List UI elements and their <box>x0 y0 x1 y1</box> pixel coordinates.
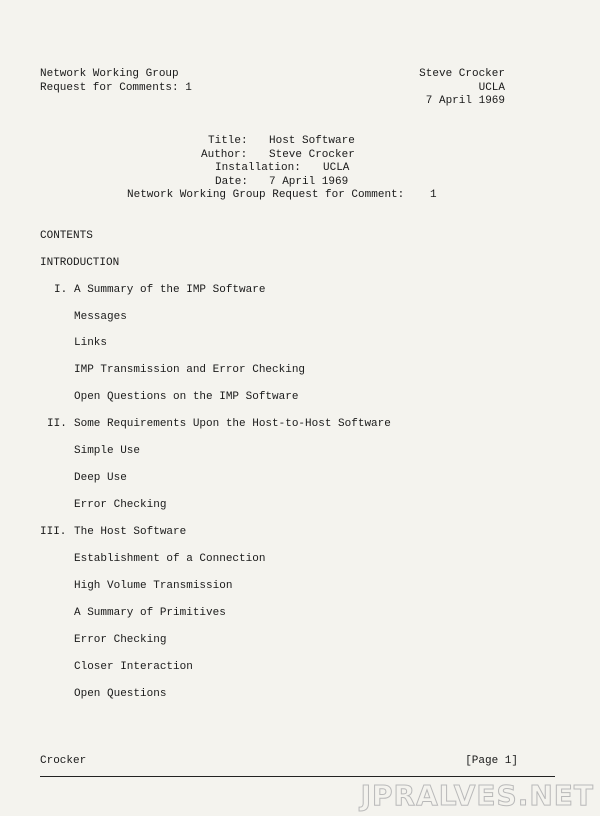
toc-item: Messages <box>74 311 127 323</box>
toc-item: Establishment of a Connection <box>74 553 266 565</box>
toc-item: Open Questions <box>74 688 167 700</box>
toc-section-title: Some Requirements Upon the Host-to-Host Software <box>74 418 391 430</box>
author-value: Steve Crocker <box>269 149 355 161</box>
toc-item: Error Checking <box>74 499 167 511</box>
footer-rule <box>40 776 555 777</box>
header-rfc-number: Request for Comments: 1 <box>40 82 192 94</box>
header-working-group: Network Working Group <box>40 68 179 80</box>
header-institution: UCLA <box>478 82 505 94</box>
header-author: Steve Crocker <box>419 68 505 80</box>
toc-section-numeral: I. <box>54 284 68 296</box>
header-date: 7 April 1969 <box>425 95 505 107</box>
footer-author: Crocker <box>40 755 87 767</box>
toc-section-title: The Host Software <box>74 526 187 538</box>
rfc-value: 1 <box>430 189 437 201</box>
toc-item: Simple Use <box>74 445 141 457</box>
date-value: 7 April 1969 <box>269 176 349 188</box>
toc-item: Closer Interaction <box>74 661 193 673</box>
installation-label: Installation: <box>215 162 301 174</box>
toc-section-numeral: III. <box>40 526 67 538</box>
toc-section-title: A Summary of the IMP Software <box>74 284 266 296</box>
toc-item: IMP Transmission and Error Checking <box>74 364 306 376</box>
footer-page-number: [Page 1] <box>465 755 518 767</box>
toc-item: High Volume Transmission <box>74 580 233 592</box>
toc-item: Error Checking <box>74 634 167 646</box>
title-value: Host Software <box>269 135 355 147</box>
toc-item: Open Questions on the IMP Software <box>74 391 299 403</box>
title-label: Title: <box>208 135 248 147</box>
toc-item: A Summary of Primitives <box>74 607 226 619</box>
contents-heading: CONTENTS <box>40 230 93 242</box>
toc-section-numeral: II. <box>47 418 67 430</box>
rfc-label: Network Working Group Request for Comment: <box>127 189 405 201</box>
date-label: Date: <box>215 176 249 188</box>
installation-value: UCLA <box>323 162 350 174</box>
watermark: JPRALVES.NET <box>360 779 594 812</box>
author-label: Author: <box>201 149 248 161</box>
toc-introduction: INTRODUCTION <box>40 257 120 269</box>
toc-item: Deep Use <box>74 472 127 484</box>
toc-item: Links <box>74 337 108 349</box>
